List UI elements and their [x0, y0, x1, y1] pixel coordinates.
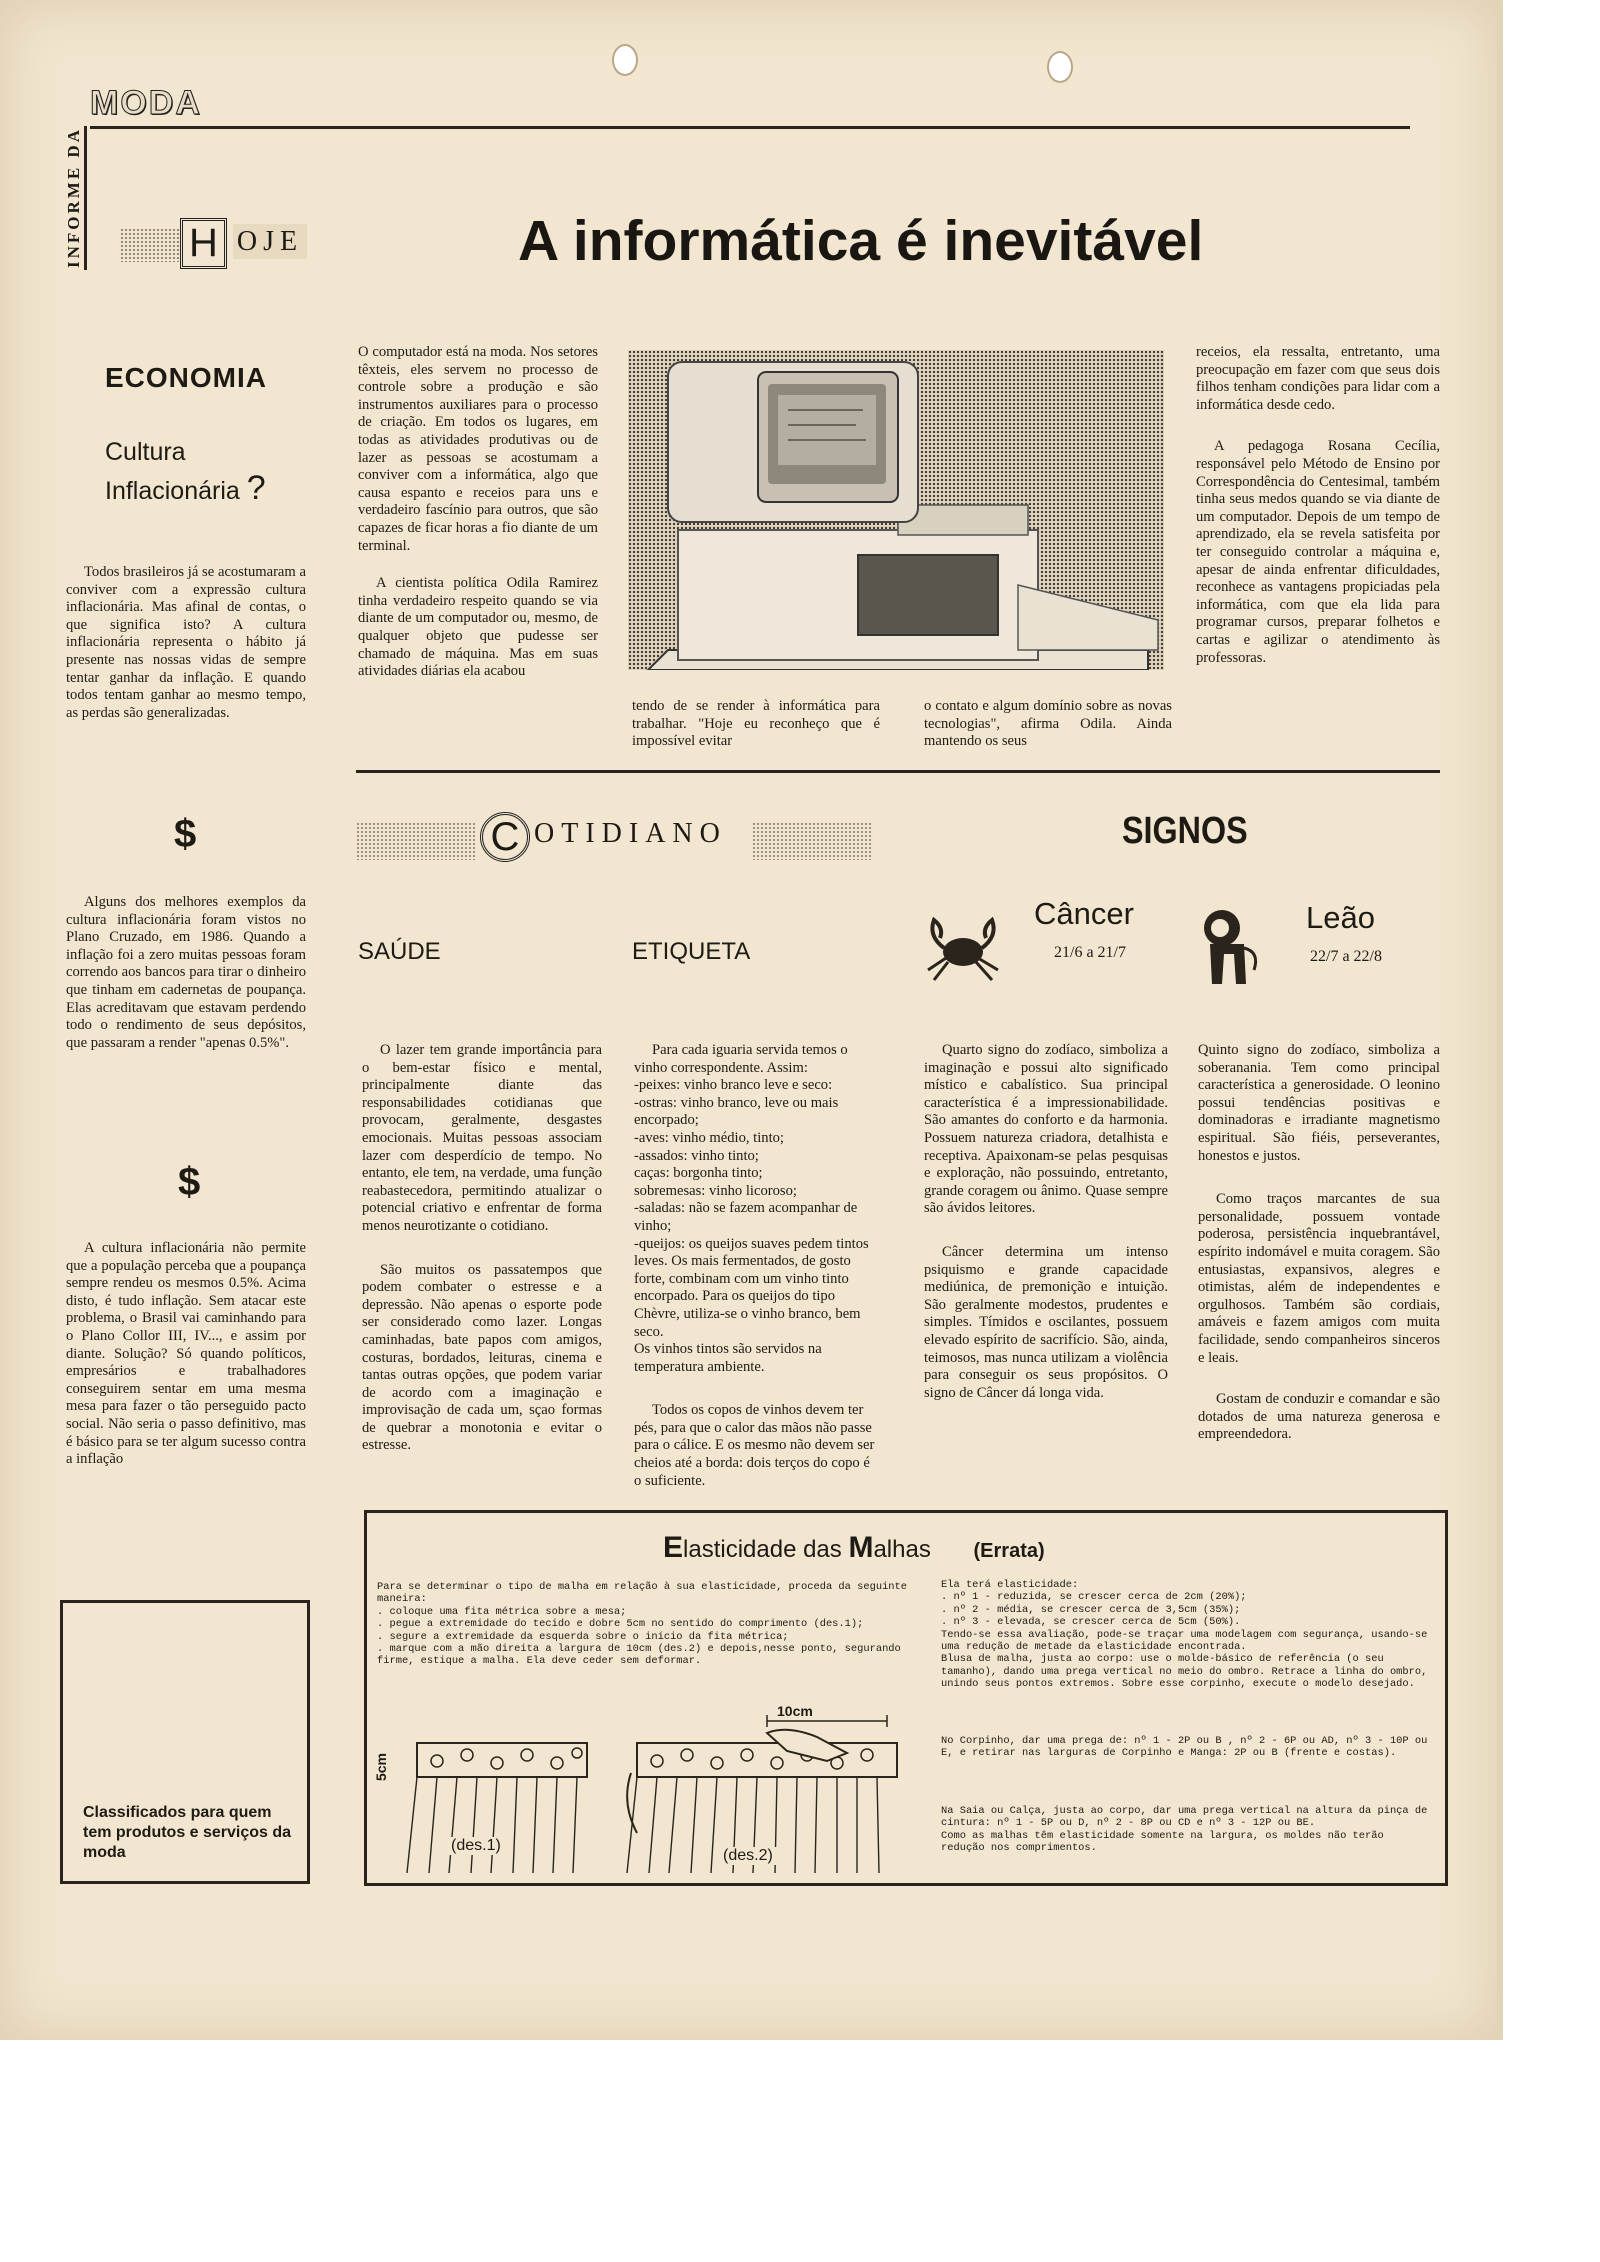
section-moda: MODA — [90, 84, 202, 122]
economia-para3-col — [66, 1240, 306, 1489]
leao-p2: Como traços marcantes de sua personalidade, possuem vontade poderosa, persistência inquebrantável, espírito indomável e muita coragem. São entusiastas, expansivos, alegres e otimistas, além de independentes e orgulhosos. Também são cordiais, amáveis e fazem amigos com muita facilidade, sendo companheiros sinceros e leais. — [1198, 1191, 1440, 1366]
informatica-col1-p1: O computador está na moda. Nos setores têxteis, eles servem no processo de controle sobre a produção e são instrumentos auxiliares para o processo de criação. Em todos os lugares, em todas as atividades produtivas ou de lazer as pessoas se acostumam a conviver com a informática, algo que causa espanto e receios para uns e verdadeiro fascínio para outros, que são capazes de ficar horas a fio diante de um terminal. — [358, 344, 598, 554]
page-edge — [1497, 0, 1503, 2040]
subtitle-line1: Cultura — [105, 438, 186, 466]
leao-column — [1198, 1042, 1440, 1464]
economia-title: ECONOMIA — [105, 362, 267, 393]
errata-label: (Errata) — [973, 1540, 1045, 1562]
elasticidade-saia: Na Saia ou Calça, justa ao corpo, dar uma prega vertical na altura da pinça de cintura: nº 1 - 5P ou D, nº 2 - 8P ou CD e nº 3 - 12P ou BE. Como as malhas têm elasticidade somente na largura, os moldes não terão redução nos comprimentos. — [941, 1805, 1428, 1855]
informatica-col3-text: o contato e algum domínio sobre as novas tecnologias", afirma Odila. Ainda mantendo os seus — [924, 698, 1172, 750]
article-divider — [356, 770, 1440, 773]
fig2-label: (des.2) — [719, 1847, 777, 1865]
computer-photo — [628, 350, 1164, 670]
punch-hole — [612, 44, 638, 76]
cotidiano-screen-right — [752, 822, 872, 860]
hoje-title — [180, 218, 307, 269]
elasticidade-corpinho: No Corpinho, dar uma prega de: nº 1 - 2P ou B , nº 2 - 6P ou AD, nº 3 - 10P ou E, e retirar nas larguras de Corpinho e Manga: 2P ou B (frente e costas). — [941, 1735, 1428, 1760]
leao-name: Leão — [1306, 900, 1375, 935]
leao-p3: Gostam de conduzir e comandar e são dotados de uma natureza generosa e empreendedora. — [1198, 1391, 1440, 1443]
informatica-col1 — [358, 344, 598, 701]
lion-icon — [1192, 904, 1262, 990]
saude-title: SAÚDE — [358, 938, 441, 965]
headline: A informática é inevitável — [518, 209, 1204, 273]
subtitle-line2: Inflacionária — [105, 477, 240, 505]
hoje-rest: OJE — [233, 224, 307, 259]
informatica-col4 — [1196, 344, 1440, 687]
masthead-side-rule — [84, 126, 87, 270]
saude-column — [362, 1042, 602, 1475]
hoje-screen — [120, 228, 180, 262]
leao-p1: Quinto signo do zodíaco, simboliza a soberanania. Tem como principal característica a generosidade. O leonino possui tendências positivas e dominadoras e irradiante magnetismo espiritual. São fiéis, perseverantes, honestos e justos. — [1198, 1042, 1440, 1164]
cancer-p1: Quarto signo do zodíaco, simboliza a imaginação e possui alto significado místico e cabalístico. Sua principal característica é a impressionabilidade. São amantes do conforto e da harmonia. Possuem natureza criadora, detalhista e receptiva. Apaixonam-se pelas pesquisas e exploração, não possuindo, entretanto, grande coragem ou ânimo. Quase sempre são ávidos leitores. — [924, 1042, 1168, 1217]
informatica-col1-p2: A cientista política Odila Ramirez tinha verdadeiro respeito quando se via diante de um computador ou, mesmo, de qualquer objeto que pudesse ser chamado de máquina. Mas em suas atividades diárias ela acabou — [358, 575, 598, 680]
fig1-measure: 5cm — [373, 1753, 389, 1782]
economia-para3: A cultura inflacionária não permite que a população perceba que a poupança sempre rendeu os mesmos 0.5%. Acima disto, é tudo inflação. Sem atacar este problema, o Brasil vai caminhando para o Plano Collor III, IV..., e assim por diante. Solução? Só quando políticos, empresários e trabalhadores conseguirem sentar em uma mesma mesa para fazer o tão perseguido pacto social. Não seria o passo definitivo, mas é básico para se ter algum sucesso contra a inflação — [66, 1240, 306, 1468]
cancer-dates: 21/6 a 21/7 — [1054, 944, 1126, 961]
cotidiano-rest: OTIDIANO — [534, 818, 727, 849]
elasticidade-box — [364, 1510, 1448, 1886]
economia-subtitle — [105, 434, 266, 509]
saude-p2: São muitos os passatempos que podem combater o estresse e a depressão. Não apenas o esporte pode ser considerado como lazer. Longas caminhadas, bate papos com amigos, costuras, bordados, leituras, cinema e tantas outras opções, que podem variar de acordo com a imaginação e improvisação de cada um, sçao formas de quebrar a monotonia e evitar o estresse. — [362, 1261, 602, 1454]
classificados-text: Classificados para quem tem produtos e serviços da moda — [83, 1804, 292, 1861]
informatica-col2-text: tendo de se render à informática para trabalhar. "Hoje eu reconheço que é impossível evitar — [632, 698, 880, 750]
cotidiano-title — [480, 812, 727, 862]
informatica-col2 — [632, 698, 880, 771]
fig2-measure: 10cm — [777, 1703, 813, 1719]
punch-hole — [1047, 51, 1073, 83]
leao-dates: 22/7 a 22/8 — [1310, 948, 1382, 965]
elasticidade-title — [663, 1531, 1045, 1565]
dollar-sign: $ — [178, 1160, 201, 1204]
title-part1: lasticidade das — [683, 1536, 849, 1563]
classificados-box — [60, 1600, 310, 1884]
informatica-col3 — [924, 698, 1172, 771]
economia-para1-col — [66, 564, 306, 742]
informatica-col4-p1: receios, ela ressalta, entretanto, uma preocupação em fazer com que seus dois filhos tenham condições para lidar com a informática desde cedo. — [1196, 344, 1440, 413]
vertical-label: INFORME DA — [64, 127, 83, 268]
title-initial-m: M — [848, 1531, 874, 1564]
title-part2: alhas — [873, 1536, 931, 1563]
crab-icon — [920, 908, 1006, 988]
economia-para2-col — [66, 894, 306, 1072]
saude-p1: O lazer tem grande importância para o bem-estar físico e mental, principalmente diante das responsabilidades cotidianas que provocam, geralmente, desgastes emocionais. Muitas pessoas associam lazer com desperdício de tempo. No entanto, ele tem, na verdade, uma função reabastecedora, permitindo atualizar o potencial criativo e enfrentar de forma menos neurotizante o cotidiano. — [362, 1042, 602, 1234]
cotidiano-initial: C — [480, 812, 530, 862]
title-initial-e: E — [663, 1531, 684, 1564]
cancer-column — [924, 1042, 1168, 1422]
signos-title: SIGNOS — [1122, 810, 1248, 852]
elasticidade-instructions: Para se determinar o tipo de malha em relação à sua elasticidade, proceda da seguinte maneira: . coloque uma fita métrica sobre a mesa; . pegue a extremidade do tecido e dobre 5cm no sentido do comprimento (des.1); . segure a extremidade da esquerda sobre o início da fita métrica; . marque com a mão direita a largura de 10cm (des.2) e depois,nesse ponto, segurando firme, estique a malha. Ela deve ceder sem deformar. — [377, 1581, 908, 1668]
etiqueta-column — [634, 1042, 878, 1510]
economia-para1: Todos brasileiros já se acostumaram a conviver com a expressão cultura inflacionária. Mas afinal de contas, o que significa isto? A cultura inflacionária representa o hábito já presente nas nossas vidas de sempre tentar ganhar da inflação. E quando todos tentam ganhar ao mesmo tempo, as perdas são generalizadas. — [66, 564, 306, 721]
fig1-label: (des.1) — [447, 1837, 505, 1855]
economia-para2: Alguns dos melhores exemplos da cultura inflacionária foram vistos no Plano Cruzado, em 1986. Quando a inflação foi a zero muitas pessoas foram correndo aos bancos para tirar o dinheiro que tinham em cadernetas de poupança. Elas acreditavam que estavam perdendo todo o rendimento de seus depósitos, que passaram a render "apenas 0.5%". — [66, 894, 306, 1051]
cancer-p2: Câncer determina um intenso psiquismo e grande capacidade mediúnica, de premonição e intuição. São geralmente modestos, prudentes e simples. Tímidos e oscilantes, possuem elevado espírito de sacrifício. São, ainda, teimosos, mas nunca utilizam a violência para conseguir os seus propósitos. O signo de Câncer dá longa vida. — [924, 1243, 1168, 1401]
dollar-sign: $ — [174, 812, 197, 856]
cancer-name: Câncer — [1034, 896, 1134, 931]
elasticidade-results: Ela terá elasticidade: . nº 1 - reduzida, se crescer cerca de 2cm (20%); . nº 2 - média, se crescer cerca de 3,5cm (35%); . nº 3 - elevada, se crescer cerca de 5cm (50%). Tendo-se essa avaliação, pode-se traçar uma modelagem com segurança, usando-se uma redução de metade da elasticidade encontrada. Blusa de malha, justa ao corpo: use o molde-básico de referência (o seu tamanho), dando uma prega vertical no meio do ombro. Retrace a linha do ombro, unindo seus pontos extremos. Sobre esse corpinho, execute o modelo desejado. — [941, 1579, 1428, 1691]
question-mark: ? — [246, 469, 266, 507]
cotidiano-screen-left — [356, 822, 476, 860]
computer-illustration — [628, 350, 1164, 670]
hoje-initial: H — [180, 218, 227, 269]
subtitle-line2-wrap — [105, 470, 266, 509]
informatica-col4-p2: A pedagoga Rosana Cecília, responsável pelo Método de Ensino por Correspondência do Centesimal, também tinha seus medos quando se via diante de um computador. Depois de um tempo de aprendizado, ela se revela satisfeita por ter conseguido controlar a máquina e, apesar de ainda enfrentar dificuldades, reconhece as vantagens propiciadas pela informática, com que ela lida para programar cursos, preparar folhetos e cartas e agilizar o atendimento às professoras. — [1196, 438, 1440, 666]
etiqueta-p2: Todos os copos de vinhos devem ter pés, para que o calor das mãos não passe para o cálice. E os mesmo não devem ser cheios até a borda: dois terços do copo é o suficiente. — [634, 1402, 875, 1489]
etiqueta-p1: Para cada iguaria servida temos o vinho correspondente. Assim: -peixes: vinho branco leve e seco: -ostras: vinho branco, leve ou mais encorpado; -aves: vinho médio, tinto; -assados: vinho tinto; caças: borgonha tinto; sobremesas: vinho licoroso; -saladas: não se fazem acompanhar de vinho; -queijos: os queijos suaves pedem tintos leves. Os mais fermentados, de gosto forte, combinam com um vinho tinto encorpado. Para os queijos do tipo Chèvre, utiliza-se o vinho branco, bem seco. Os vinhos tintos são servidos na temperatura ambiente. — [634, 1042, 869, 1375]
masthead-rule — [90, 126, 1410, 129]
etiqueta-title: ETIQUETA — [632, 938, 751, 965]
